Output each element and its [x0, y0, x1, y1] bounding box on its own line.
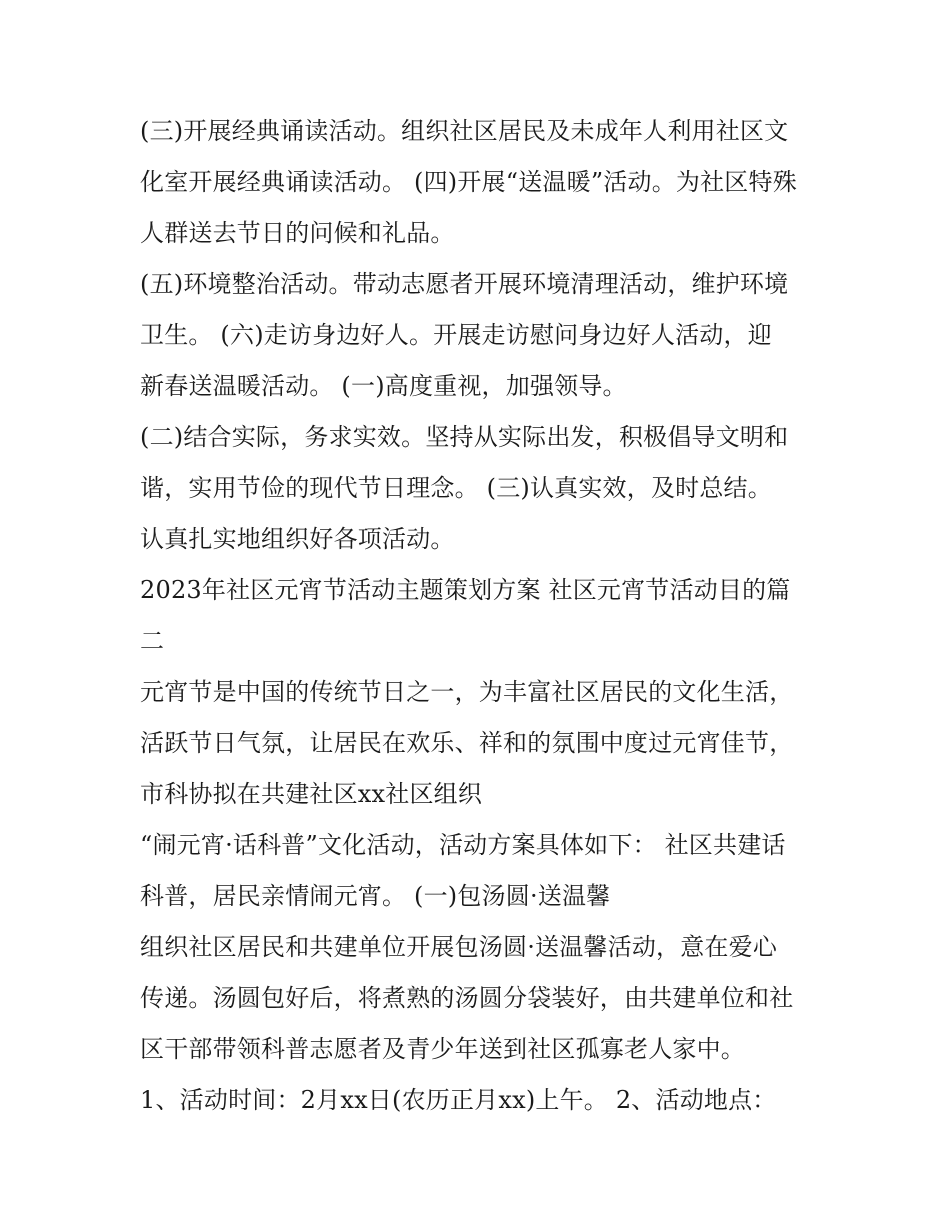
- document-body: [140, 106, 830, 1126]
- text-line: (五)环境整治活动。带动志愿者开展环境清理活动，维护环境: [140, 270, 789, 298]
- text-line: 组织社区居民和共建单位开展包汤圆·送温馨活动，意在爱心: [140, 933, 778, 961]
- section-heading: 2023年社区元宵节活动主题策划方案 社区元宵节活动目的篇: [140, 576, 791, 604]
- text-line: 1、活动时间：2月xx日(农历正月xx)上午。 2、活动地点：: [140, 1086, 777, 1114]
- text-line: 区干部带领科普志愿者及青少年送到社区孤寡老人家中。: [140, 1035, 745, 1063]
- text-line: 科普，居民亲情闹元宵。 (一)包汤圆·送温馨: [140, 882, 611, 910]
- text-line: (三)开展经典诵读活动。组织社区居民及未成年人利用社区文: [140, 117, 789, 145]
- text-line: 人群送去节日的问候和礼品。: [140, 219, 455, 247]
- text-line: 市科协拟在共建社区xx社区组织: [140, 780, 483, 808]
- text-line: 新春送温暖活动。 (一)高度重视，加强领导。: [140, 372, 627, 400]
- text-line: 化室开展经典诵读活动。 (四)开展“送温暖”活动。为社区特殊: [140, 168, 797, 196]
- text-line: 元宵节是中国的传统节日之一，为丰富社区居民的文化生活，: [140, 678, 794, 706]
- text-line: (二)结合实际，务求实效。坚持从实际出发，积极倡导文明和: [140, 423, 789, 451]
- text-line: 谐，实用节俭的现代节日理念。 (三)认真实效，及时总结。: [140, 474, 772, 502]
- text-line: “闹元宵·话科普”文化活动，活动方案具体如下： 社区共建话: [140, 831, 786, 859]
- text-line: 认真扎实地组织好各项活动。: [140, 525, 455, 553]
- section-heading-continued: 二: [140, 627, 165, 655]
- text-line: 活跃节日气氛，让居民在欢乐、祥和的氛围中度过元宵佳节，: [140, 729, 794, 757]
- text-line: 传递。汤圆包好后，将煮熟的汤圆分袋装好，由共建单位和社: [140, 984, 794, 1012]
- text-line: 卫生。 (六)走访身边好人。开展走访慰问身边好人活动，迎: [140, 321, 772, 349]
